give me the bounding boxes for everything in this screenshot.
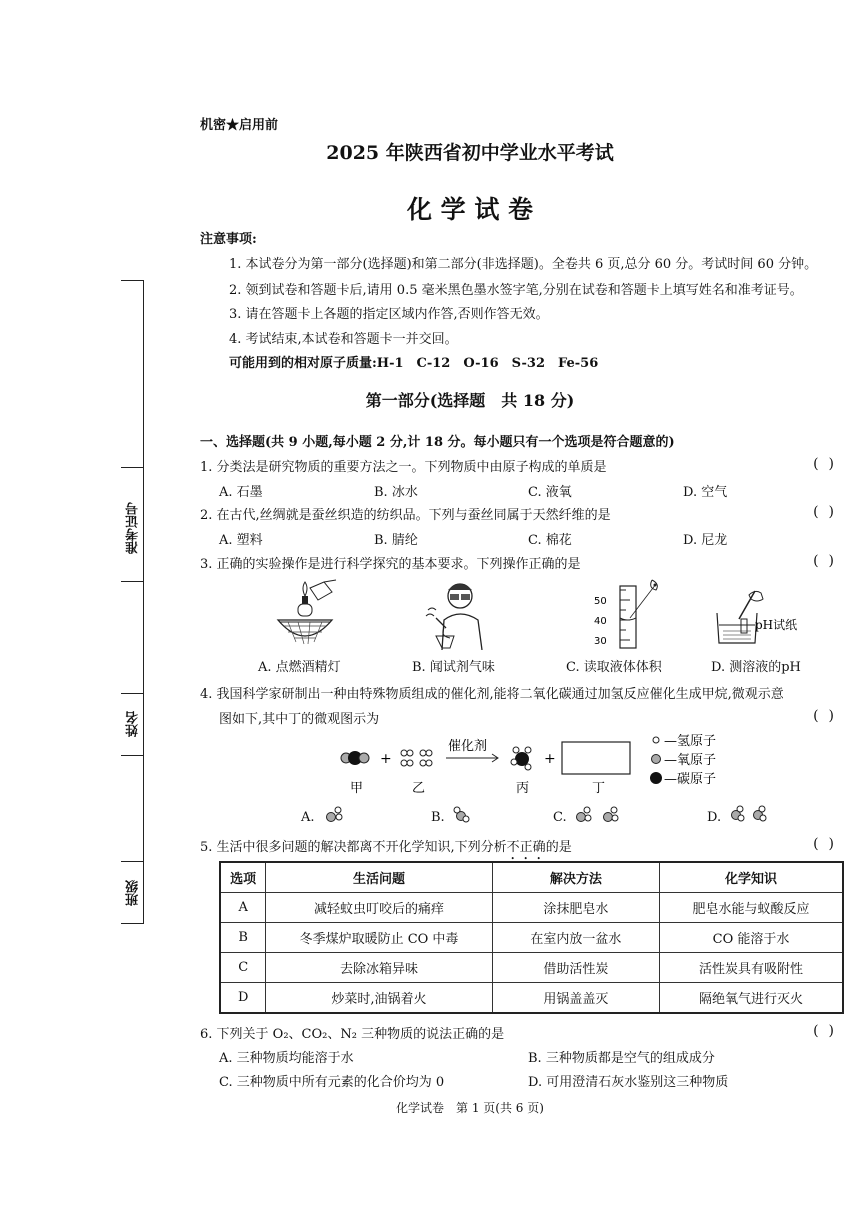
table-cell: B: [220, 923, 266, 953]
notice-item: 4. 考试结束,本试卷和答题卡一并交回。: [229, 332, 458, 347]
table-cell: A: [220, 893, 266, 923]
cylinder-tick-label: 50: [594, 596, 607, 607]
emphasis-text: 不正确: [506, 840, 546, 855]
q2-option: A. 塑料: [219, 533, 263, 548]
notice-item: 3. 请在答题卡上各题的指定区域内作答,否则作答无效。: [229, 307, 549, 322]
water-molecule-option-a: [322, 805, 346, 825]
table-row: [220, 983, 843, 1014]
smelling-reagent-figure: [420, 578, 490, 650]
table-header: 化学知识: [660, 862, 843, 893]
reaction-diagram: [330, 734, 790, 796]
table-cell: 在室内放一盆水: [492, 923, 659, 953]
class-label: 班级: [126, 880, 141, 906]
table-cell: 借助活性炭: [492, 953, 659, 983]
table-cell: CO 能溶于水: [660, 923, 843, 953]
notice-item: 2. 领到试卷和答题卡后,请用 0.5 毫米黑色墨水签字笔,分别在试卷和答题卡上填写姓名和准考证号。: [229, 283, 803, 298]
notice-item: 1. 本试卷分为第一部分(选择题)和第二部分(非选择题)。全卷共 6 页,总分 60 分。考试时间 60 分钟。: [229, 257, 818, 272]
answer-paren: (): [813, 836, 844, 852]
table-cell: D: [220, 983, 266, 1014]
graduated-cylinder-figure: [590, 578, 665, 650]
subject-title: 化 学 试 卷: [406, 195, 534, 224]
ph-paper-label: pH试纸: [755, 618, 798, 632]
q5-stem: 5. 生活中很多问题的解决都离不开化学知识,下列分析不正确的是: [200, 840, 572, 855]
molecule-option-c: [572, 803, 626, 825]
exam-number-label: 准考证号: [126, 502, 141, 554]
legend-carbon: —碳原子: [664, 772, 717, 787]
catalyst-label: 催化剂: [448, 739, 488, 754]
part1-title: 第一部分(选择题 共 18 分): [365, 391, 575, 410]
table-header: 生活问题: [266, 862, 492, 893]
q6-option: D. 可用澄清石灰水鉴别这三种物质: [528, 1075, 729, 1090]
answer-paren: (): [813, 553, 844, 569]
atomic-mass-line: 可能用到的相对原子质量:H-1 C-12 O-16 S-32 Fe-56: [229, 356, 599, 371]
answer-paren: (): [813, 456, 844, 472]
q3-option: A. 点燃酒精灯: [258, 660, 341, 675]
alcohol-lamp-figure: [270, 578, 340, 650]
plus-sign: +: [380, 751, 392, 767]
notice-title: 注意事项:: [200, 232, 257, 247]
q4-option: D.: [707, 810, 722, 825]
table-header-row: [220, 862, 843, 893]
secret-label: 机密★启用前: [200, 118, 279, 133]
product-label: 丙: [516, 781, 530, 796]
table-cell: C: [220, 953, 266, 983]
q4-stem: 4. 我国科学家研制出一种由特殊物质组成的催化剂,能将二氧化碳通过加氢反应催化生成甲烷,微观示意: [200, 687, 784, 702]
q3-option: C. 读取液体体积: [566, 660, 662, 675]
q2-stem: 2. 在古代,丝绸就是蚕丝织造的纺织品。下列与蚕丝同属于天然纤维的是: [200, 508, 611, 523]
q4-stem: 图如下,其中丁的微观图示为: [219, 712, 380, 727]
table-cell: 减轻蚊虫叮咬后的痛痒: [266, 893, 492, 923]
molecule-option-b: [449, 805, 473, 825]
table-cell: 去除冰箱异味: [266, 953, 492, 983]
exam-title: 2025 年陕西省初中学业水平考试: [326, 142, 614, 164]
table-cell: 用锅盖盖灭: [492, 983, 659, 1014]
unknown-product-box: [562, 742, 630, 774]
table-row: [220, 953, 843, 983]
q4-option: B.: [431, 810, 445, 825]
table-row: [220, 893, 843, 923]
candidate-info-strip: [121, 280, 144, 924]
molecule-option-d: [728, 803, 772, 825]
q3-stem: 3. 正确的实验操作是进行科学探究的基本要求。下列操作正确的是: [200, 557, 581, 572]
table-header: 选项: [220, 862, 266, 893]
q2-option: B. 腈纶: [374, 533, 418, 548]
q4-option: C.: [553, 810, 567, 825]
table-cell: 活性炭具有吸附性: [660, 953, 843, 983]
q6-option: B. 三种物质都是空气的组成成分: [528, 1051, 715, 1066]
q5-table: [219, 861, 844, 1014]
answer-paren: (): [813, 504, 844, 520]
table-cell: 涂抹肥皂水: [492, 893, 659, 923]
name-label: 姓名: [126, 711, 141, 737]
q6-option: A. 三种物质均能溶于水: [219, 1051, 354, 1066]
q6-option: C. 三种物质中所有元素的化合价均为 0: [219, 1075, 445, 1090]
legend-oxygen: —氧原子: [664, 753, 717, 768]
table-cell: 冬季煤炉取暖防止 CO 中毒: [266, 923, 492, 953]
q3-option: B. 闻试剂气味: [412, 660, 495, 675]
q1-option: A. 石墨: [219, 485, 263, 500]
q1-stem: 1. 分类法是研究物质的重要方法之一。下列物质中由原子构成的单质是: [200, 460, 607, 475]
q1-option: C. 液氧: [528, 485, 572, 500]
q1-option: D. 空气: [683, 485, 728, 500]
plus-sign: +: [544, 751, 556, 767]
page-footer: 化学试卷 第 1 页(共 6 页): [396, 1101, 544, 1115]
table-cell: 隔绝氧气进行灭火: [660, 983, 843, 1014]
q2-option: C. 棉花: [528, 533, 572, 548]
answer-paren: (): [813, 1023, 844, 1039]
table-cell: 炒菜时,油锅着火: [266, 983, 492, 1014]
ph-test-figure: [715, 585, 815, 647]
reactant-label: 甲: [350, 781, 364, 796]
q6-stem: 6. 下列关于 O₂、CO₂、N₂ 三种物质的说法正确的是: [200, 1027, 505, 1042]
answer-paren: (): [813, 708, 844, 724]
section1-title: 一、选择题(共 9 小题,每小题 2 分,计 18 分。每小题只有一个选项是符合题意的): [200, 435, 675, 450]
legend-hydrogen: —氢原子: [664, 734, 717, 749]
cylinder-tick-label: 40: [594, 616, 607, 627]
q4-option: A.: [301, 810, 315, 825]
reactant-label: 乙: [412, 781, 426, 796]
q2-option: D. 尼龙: [683, 533, 728, 548]
cylinder-tick-label: 30: [594, 636, 607, 647]
table-row: [220, 923, 843, 953]
table-header: 解决方法: [492, 862, 659, 893]
q1-option: B. 冰水: [374, 485, 418, 500]
q3-option: D. 测溶液的pH: [711, 660, 801, 675]
product-label: 丁: [592, 781, 606, 796]
table-cell: 肥皂水能与蚁酸反应: [660, 893, 843, 923]
